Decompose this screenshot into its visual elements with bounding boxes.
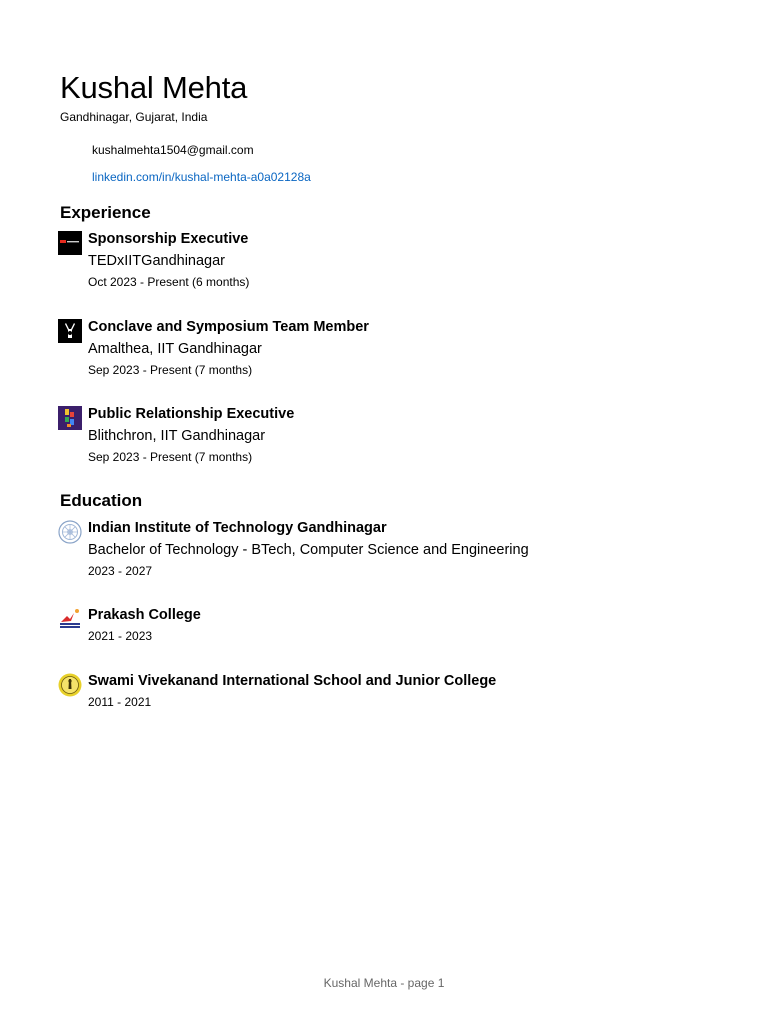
experience-org: Amalthea, IIT Gandhinagar — [88, 341, 262, 357]
linkedin-link[interactable]: linkedin.com/in/kushal-mehta-a0a02128a — [92, 170, 311, 184]
education-dates: 2023 - 2027 — [88, 564, 153, 578]
experience-dates: Oct 2023 - Present (6 months) — [88, 275, 250, 289]
experience-org: TEDxIITGandhinagar — [88, 253, 226, 269]
person-location: Gandhinagar, Gujarat, India — [60, 110, 208, 124]
email-address: kushalmehta1504@gmail.com — [92, 143, 254, 157]
iitgn-logo-icon — [58, 520, 82, 544]
blithchron-logo-icon — [58, 406, 82, 430]
experience-role: Conclave and Symposium Team Member — [88, 319, 369, 335]
education-school: Prakash College — [88, 607, 201, 623]
amalthea-logo-icon — [58, 319, 82, 343]
education-degree: Bachelor of Technology - BTech, Computer Science and Engineering — [88, 542, 529, 558]
education-school: Swami Vivekanand International School and Junior College — [88, 673, 497, 689]
experience-org: Blithchron, IIT Gandhinagar — [88, 428, 266, 444]
education-dates: 2021 - 2023 — [88, 629, 153, 643]
svis-logo-icon — [58, 673, 82, 697]
education-dates: 2011 - 2021 — [88, 695, 152, 709]
experience-heading: Experience — [60, 203, 151, 222]
experience-role: Sponsorship Executive — [88, 231, 249, 247]
experience-role: Public Relationship Executive — [88, 406, 295, 422]
education-heading: Education — [60, 491, 143, 510]
person-name: Kushal Mehta — [60, 70, 248, 105]
experience-dates: Sep 2023 - Present (7 months) — [88, 450, 253, 464]
education-school: Indian Institute of Technology Gandhinagar — [88, 520, 387, 536]
prakash-college-logo-icon — [58, 607, 82, 631]
tedx-logo-icon — [58, 231, 82, 255]
page-footer: Kushal Mehta - page 1 — [323, 976, 445, 990]
experience-dates: Sep 2023 - Present (7 months) — [88, 363, 253, 377]
